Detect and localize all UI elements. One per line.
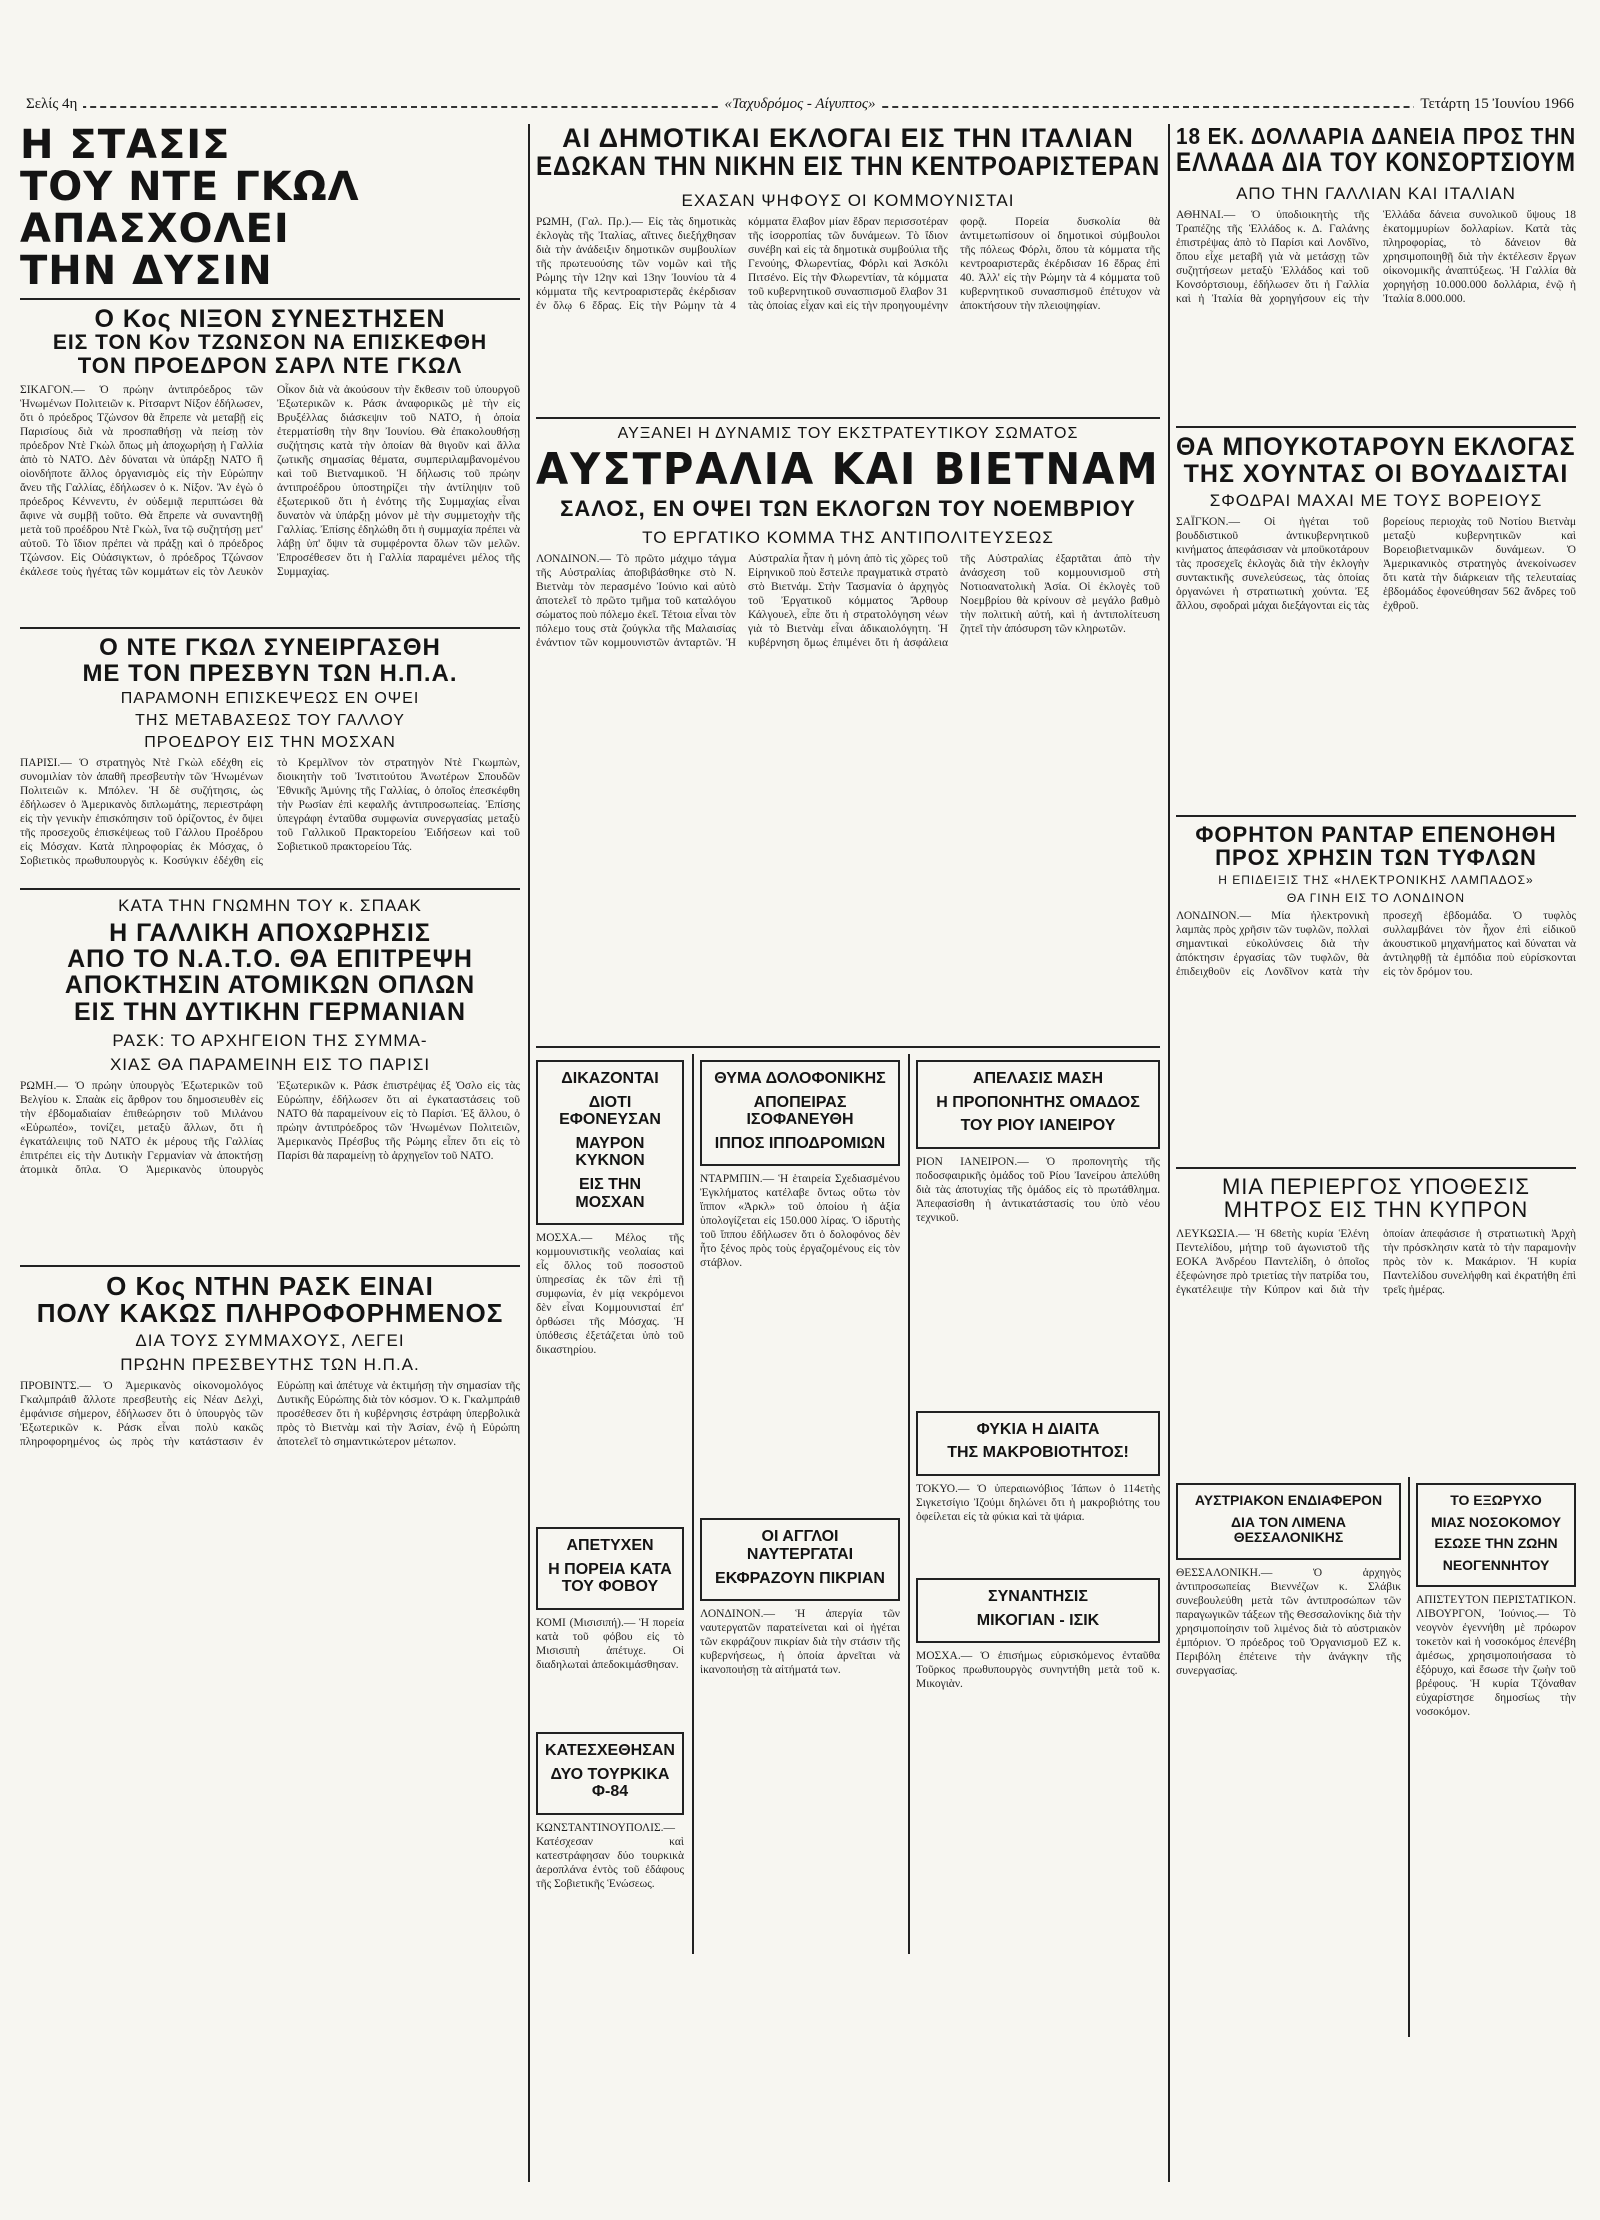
briefs-area (536, 1054, 1160, 1954)
article-body-spaak: ΡΩΜΗ.— Ὁ πρώην ὑπουργὸς Ἐξωτερικῶν τοῦ Βελγίου κ. Σπαὰκ εἰς ἄρθρον του δημοσιευθὲν εἰς τὴν ἐβδομαδιαίαν ἐπιθεώρησιν τοῦ Μιλάνου «Εὐρωπέο», τονίζει, μεταξὺ ἄλλων, ὅτι ἡ ἐγκατάλειψις τοῦ ΝΑΤΟ ἐκ μέρους τῆς Γαλλίας ἐπιτρέπει εἰς τὴν Δυτικὴν Γερμανίαν νὰ ἀποκτήσῃ ἀτομικὰ ὅπλα. Ὁ Ἀμερικανὸς ὑπουργὸς Ἐξωτερικῶν κ. Ράσκ ἐπιστρέψας ἐξ Ὀσλο εἰς τὰς Εὐρώπην, ἐδήλωσεν ὅτι αἱ ἐγκαταστάσεις τοῦ ΝΑΤΟ θὰ παραμείνουν εἰς τὸ Παρίσι. Ἐξ ἄλλου, ὁ πρώην ἀντιπρόεδρος τῶν Ἡνωμένων Πολιτειῶν, Ἀμερικανὸς Πρέσβυς τῆς Ρώμης εἶπεν ὅτι εἰς τὸ Παρίσι θὰ παραμείνῃ τὸ ἀρχηγεῖον τοῦ ΝΑΤΟ. (20, 1079, 520, 1176)
article-body-cyprus: ΛΕΥΚΩΣΙΑ.— Ἡ 68ετὴς κυρία Ἑλένη Πεντελίδου, μήτηρ τοῦ ἀγωνιστοῦ τῆς ΕΟΚΑ Ἀνδρέου Παντελίδη, ὁ ὁποῖος ἐξεφώνησε πρὸ τριετίας τὴν πατρίδα του, ἐγκατέλειψε τὴν Κύπρον καὶ διὰ τὴν ὁποίαν ἀπεφάσισε ἡ στρατιωτικὴ Ἀρχὴ τὴν πρόσκλησιν κατὰ τὸ τὴν παραμονὴν πρὸς τὸν κ. Μακάριον. Ἡ κυρία Παντελίδου συνελήφθη καὶ ἐκρατήθη ἐπὶ τρεῖς ἡμέρας. (1176, 1228, 1576, 1297)
brief-body-turkish-planes: ΚΩΝΣΤΑΝΤΙΝΟΥΠΟΛΙΣ.— Κατέσχεσαν καὶ κατεστράφησαν δύο τουρκικὰ ἀεροπλάνα ἐντὸς τοῦ ἐδάφους τῆς Σοβιετικῆς Ἑνώσεως. (536, 1821, 684, 1890)
divider (20, 298, 520, 300)
brief-body-rio-coach: ΡΙΟΝ ΙΑΝΕΙΡΟΝ.— Ὁ προπονητὴς τῆς ποδοσφαιρικῆς ὁμάδος τοῦ Ρίου Ἰανείρου ἀπελύθη διὰ τὰς ἀποτυχίας τῆς ὁμάδος εἰς τὸ πρωτάθλημα. Ἀπεφασίσθη ἡ ἀντικατάστασίς του ὑπὸ νέου τεχνικοῦ. (916, 1155, 1160, 1224)
headline-line: Ο Κος ΝΤΗΝ ΡΑΣΚ ΕΙΝΑΙ (106, 1272, 434, 1301)
briefs-column-a (536, 1054, 684, 1954)
subheadline-line: ΔΙΑ ΤΟΥΣ ΣΥΜΜΑΧΟΥΣ, ΛΕΓΕΙ (135, 1331, 405, 1351)
headline-italy-elections (536, 124, 1160, 181)
brief-headline-line: ΜΑΥΡΟΝ ΚΥΚΝΟΝ (575, 1134, 645, 1170)
brief-black-swan (536, 1060, 684, 1225)
brief-body-seamen: ΛΟΝΔΙΝΟΝ.— Ἡ ἀπεργία τῶν ναυτεργατῶν παρατείνεται καὶ οἱ ἡγέται τῶν εκφράζουν πικρίαν διὰ τὴν στάσιν τῆς κυβερνήσεως, ἡ ὁποία ἀρνεῖται νὰ ἱκανοποιήσῃ τὰ αἰτήματά των. (700, 1608, 900, 1677)
headline-nixon (20, 306, 520, 377)
article-body-buddhists: ΣΑΪΓΚΟΝ.— Οἱ ἡγέται τοῦ βουδδιστικοῦ ἀντικυβερνητικοῦ κινήματος ἀπεφάσισαν νὰ μποϋκοτάρουν τὰς προσεχεῖς ἐκλογὰς διὰ τὴν ἐκλογὴν συντακτικῆς συνελεύσεως, τὰς ὁποίας ὀργανώνει ἡ στρατιωτικὴ χούντα. Ἐξ ἄλλου, σφοδραὶ μάχαι διεξάγονται εἰς τὰς βορείους περιοχὰς τοῦ Νοτίου Βιετνὰμ μεταξὺ κυβερνητικῶν καὶ Βορειοβιετναμικῶν δυνάμεων. Ὁ Ἀμερικανικὸς στρατηγὸς ἀνεκοίνωσεν ὅτι κατὰ τὴν διάρκειαν τῆς τελευταίας ἑβδομάδος ἐφονεύθησαν 562 ἄνδρες τοῦ ἐχθροῦ. (1176, 515, 1576, 612)
headline-line: Ο Κος ΝΙΞΟΝ ΣΥΝΕΣΤΗΣΕΝ (94, 306, 446, 333)
brief-headline-line: ΚΑΤΕΣΧΕΘΗΣΑΝ (545, 1741, 675, 1759)
brief-body-mikoyan: ΜΟΣΧΑ.— Ὁ ἐπισήμως εὑρισκόμενος ἐνταῦθα Τοῦρκος πρωθυπουργὸς συνηντήθη μετὰ τοῦ κ. Μικογιὰν. (916, 1650, 1160, 1691)
briefs-nurse (1416, 1477, 1576, 2037)
headline-line: Ο ΝΤΕ ΓΚΩΛ ΣΥΝΕΙΡΓΑΣΘΗ (99, 635, 441, 661)
column-left (20, 124, 520, 2182)
brief-headline-line: ΕΙΣ ΤΗΝ ΜΟΣΧΑΝ (575, 1175, 645, 1211)
brief-body-nurse: ΑΠΙΣΤΕΥΤΟΝ ΠΕΡΙΣΤΑΤΙΚΟΝ. ΛΙΒΟΥΡΓΟΝ, Ἰούνιος.— Τὸ νεογνὸν ἐγεννήθη μὲ πρόωρον τοκετὸν καὶ ἡ νοσοκόμος ἐπενέβη ἀμέσως, χρησιμοποιήσασα τὸ ἐξόρυχο, καὶ ἔσωσε τὴν ζωὴν τοῦ βρέφους. Ἡ κυρία Τζόναθαν εὐχαρίστησε δημοσίως τὴν νοσοκόμον. (1416, 1593, 1576, 1718)
divider (1176, 426, 1576, 428)
brief-body-black-swan: ΜΟΣΧΑ.— Μέλος τῆς κομμουνιστικῆς νεολαίας καὶ εἷς ὅλλος τοῦ ποσοστοῦ ὑπηρεσίας ἐκ τῶν ἐπὶ τῇ συμφωνία, ἐν μίᾳ νεκρόμενοι δὲν εἶναι Κομμουνισταί ἐπ' ὀρθώσει τῆς Μόσχας. Ἡ ὑπόθεσις ἐξετάζεται ὑπὸ τοῦ δικαστηρίου. (536, 1232, 684, 1357)
brief-body-longevity: ΤΟΚΥΟ.— Ὁ ὑπεραιωνόβιος Ἰάπων ὁ 114ετὴς Σιγκετσίγιο Ἰζούμι δηλώνει ὅτι ἡ μακροβιότης του ὀφείλεται εἰς τὰ φύκια καὶ τὰ ψάρια. (916, 1482, 1160, 1523)
article-body-radar: ΛΟΝΔΙΝΟΝ.— Μία ἠλεκτρονικὴ λαμπὰς πρὸς χρῆσιν τῶν τυφλῶν, πολλαὶ σημαντικαὶ εὐκολύνσεις διὰ τὴν ἀπόκτησιν ἐργασίας τῶν τυφλῶν, θὰ ἐπιδειχθοῦν εἰς Λονδῖνον κατὰ τὴν προσεχῆ ἑβδομάδα. Ὁ τυφλὸς συλλαμβάνει τὸν ἦχον ἐπὶ εἰδικοῦ ἀκουστικοῦ μηχανήματος καὶ δύναται νὰ ἀντιληφθῇ τὰ ἐμπόδια ποὺ εὑρίσκονται εἰς τὸν δρόμον του. (1176, 910, 1576, 979)
headline-australia-vietnam: ΑΥΣΤΡΑΛΙΑ ΚΑΙ ΒΙΕΤΝΑΜ (536, 446, 1160, 493)
article-body-moscow: ΠΑΡΙΣΙ.— Ὁ στρατηγὸς Ντὲ Γκὼλ εδέχθη εἰς συνομιλίαν τὸν ἀπαθῆ πρεσβευτὴν τῶν Ἡνωμένων Πολιτειῶν κ. Μπόλεν. Ἡ δὲ συζήτησις, ὡς ἐδήλωσεν ὁ Ἀμερικανὸς διπλωμάτης, περιεστράφη εἰς τὴν γενικὴν ἐπισκόπησιν τοῦ ὁρίζοντος, ἐν ὄψει τῆς προσεχοῦς ἐπισκέψεως τοῦ Γάλλου Προέδρου εἰς Μόσχαν. Κατὰ πληροφορίας ἐκ Μόσχας, ὁ Σοβιετικὸς πρωθυπουργὸς κ. Κοσύγκιν ἐδέχθη εἰς τὸ Κρεμλῖνον τὸν στρατηγὸν Ντὲ Γκωμπὼν, διοικητὴν τοῦ Ἰνστιτούτου Ἀνωτέρων Σπουδῶν Ἐθνικῆς Ἀμύνης τῆς Γαλλίας, ὁ ὁποῖος ἐπεσκέφθη τὴν Ρωσίαν ἐπὶ κεφαλῆς ἀντιπροσωπείας. Ἐπίσης ὑπεγράφη ἐνταῦθα συμφωνία συνεργασίας μεταξὺ τοῦ Γαλλικοῦ Πρακτορείου Ἐιδήσεων καὶ τοῦ Σοβιετικοῦ πρακτορείου Τάς. (20, 756, 520, 867)
brief-mikoyan (916, 1578, 1160, 1643)
column-rule (528, 124, 530, 2182)
brief-seamen (700, 1518, 900, 1601)
brief-turkish-planes (536, 1732, 684, 1815)
brief-headline-line: ΜΙΚΟΓΙΑΝ - ΙΣΙΚ (976, 1611, 1100, 1629)
kicker-spaak: ΚΑΤΑ ΤΗΝ ΓΝΩΜΗΝ ΤΟΥ κ. ΣΠΑΑΚ (118, 895, 422, 915)
headline-line: ΦΟΡΗΤΟΝ ΡΑΝΤΑΡ ΕΠΕΝΟΗΘΗ (1195, 822, 1557, 847)
headline-line: ΜΗΤΡΟΣ ΕΙΣ ΤΗΝ ΚΥΠΡΟΝ (1223, 1198, 1529, 1222)
right-briefs (1176, 1477, 1576, 2037)
article-body-italy: ΡΩΜΗ, (Γαλ. Πρ.).— Εἰς τὰς δημοτικὰς ἐκλογὰς τῆς Ἰταλίας, αἵτινες διεξήχθησαν διὰ τὴν ἀνάδειξιν δημοτικῶν συμβουλίων τῆς πρωτευούσης τῶν νομῶν καὶ τῆς Ρώμης τὴν 12ην καὶ 13ην Ἰουνίου τὰ 4 κόμματα τῆς κεντροαριστερᾶς ἐκέρδισαν ἐν ὅλῳ 6 ἕδρας. Εἰς τὴν Ρώμην τὰ 4 κόμματα ἔλαβον μίαν ἕδραν περισσοτέραν τῆς ἰσορροπίας τῶν δυνάμεων. Τὸ ἴδιον συνέβη καὶ εἰς τὰ δημοτικὰ συμβούλια τῆς Γενούης, Φλωρεντίας, Φόρλι καὶ Ἀσκόλι Πιτσένο. Εἰς τὴν Φλωρεντίαν, τὰ κόμματα τοῦ κυβερνητικοῦ συνασπισμοῦ ἔλαβον 31 τὰς ὁποίας εἶχαν καὶ εἰς τὴν προηγουμένην φορᾷ. Πορεία δυσκολία θὰ ἀντιμετωπίσουν οἱ δημοτικοὶ σύμβουλοι τῆς πόλεως Φόρλι, ὅπου τὰ κόμματα τῆς κεντροαριστερᾶς ἐκέρδισαν 16 ἕδρας ἐπὶ 40. Ἀλλ' εἰς τὴν Ρώμην τὰ 4 κόμματα τοῦ κυβερνητικοῦ συνασπισμοῦ ἐπέτυχον νὰ ἀποκτήσουν τὴν πλειοψηφίαν. (536, 215, 1160, 312)
brief-rio-coach (916, 1060, 1160, 1149)
brief-body-fear-march: ΚΟΜΙ (Μισισιπή).— Ἡ πορεία κατὰ τοῦ φόβου εἰς τὸ Μισισιπὴ ἀπέτυχε. Οἱ διαδηλωταὶ ἀπεδοκιμάσθησαν. (536, 1616, 684, 1671)
briefs-column-c (916, 1054, 1160, 1954)
article-body-loans: ΑΘΗΝΑΙ.— Ὁ ὑποδιοικητὴς τῆς Τραπέζης τῆς Ἑλλάδος κ. Δ. Γαλάνης ἐπιστρέψας ἀπὸ τὸ Παρίσι καὶ Λονδῖνο, ὅπου εἶχε μεταβῆ γιὰ νὰ μετάσχῃ τῶν συζητήσεων μεταξὺ Ἑλλάδος καὶ τοῦ Κονσόρτσιουμ, ἐδήλωσεν ὅτι ἡ Γαλλία καὶ ἡ Ἰταλία θὰ χορηγήσουν εἰς τὴν Ἑλλάδα δάνεια συνολικοῦ ὕψους 18 ἑκατομμυρίων δολλαρίων. Κατὰ τὰς πληροφορίας, τὸ δάνειον θὰ χρησιμοποιηθῇ διὰ τὴν ἐκτέλεσιν ἔργων οἰκονομικῆς ἀναπτύξεως. Ἡ Γαλλία θὰ χορηγήσῃ 10.000.000 δολλάρια, ἐνῷ ἡ Ἰταλία 8.000.000. (1176, 209, 1576, 306)
divider (20, 1265, 520, 1267)
brief-headline-line: ΜΙΑΣ ΝΟΣΟΚΟΜΟΥ (1430, 1513, 1562, 1530)
headline-buddhists (1176, 434, 1576, 487)
subheadline-line: ΡΑΣΚ: ΤΟ ΑΡΧΗΓΕΙΟΝ ΤΗΣ ΣΥΜΜΑ- (112, 1030, 428, 1050)
article-body-nixon: ΣΙΚΑΓΟΝ.— Ὁ πρώην ἀντιπρόεδρος τῶν Ἡνωμένων Πολιτειῶν κ. Ρίτσαρντ Νίξον ἐδήλωσεν, ὅτι ὁ πρόεδρος Τζώνσον θὰ ἔπρεπε νὰ μεταβῇ εἰς Παρισίους διὰ νὰ προσπαθήσῃ νὰ πείσῃ τὸν πρόεδρον Ντὲ Γκὼλ ὅπως μὴ ἀποχωρήσῃ ἡ Γαλλία ἀπὸ τὸ ΝΑΤΟ. Δὲν δύναται νὰ ὑπάρξῃ ΝΑΤΟ ἢ οἱονδήποτε ἄλλος ὀργανισμὸς εἰς τὴν Εὐρώπην ἄνευ τῆς Γαλλίας, ἐδήλωσεν ὁ κ. Νίξον. Ἂν ἐγὼ ὁ πρόεδρος Κέννεντυ, ἐν οὐδεμιᾷ περιπτώσει θὰ ἄφινε νὰ συμβῇ τοῦτο. Θὰ ἔπρεπε νὰ συναντηθῇ μετὰ τοῦ προέδρου Ντὲ Γκὼλ, ἵνα τῷ συζητήσῃ μετ' αὐτοῦ. Τὸ ἴδιον πρέπει νὰ πράξῃ καὶ ὁ πρόεδρος Τζώνσον. Εἰς Οὐάσιγκτων, ὁ πρόεδρος Τζώνσον ἐκάλεσε τοὺς ἡγέτας τῶν κομμάτων εἰς τὸν Λευκὸν Οἶκον διὰ νὰ ἀκούσουν τὴν ἔκθεσιν τοῦ ὑπουργοῦ Ἐξωτερικῶν κ. Ράσκ ἀναφορικῶς μὲ τὴν εἰς Βρυξέλλας διάσκεψιν τοῦ ΝΑΤΟ, ἡ ὁποία ἐτερματίσθη τὴν 8ην Ἰουνίου. Θὰ ἐπακολουθήσῃ συζήτησις κατὰ τὴν ὁποίαν θὰ θιγοῦν καὶ ἄλλα ζωτικῆς σημασίας θέματα, συμπεριλαμβανομένου καὶ τοῦ Βιετναμικοῦ. Ἡ δήλωσις τοῦ πρώην ἀντιπροέδρου ὑποστηρίζει τὴν ἀντίληψιν τοῦ ἐξωτερικοῦ ὅτι ἡ ἐνότης τῆς Συμμαχίας εἶναι δυνατὸν νὰ ὑπάρξῃ μόνον μὲ τὴν συμμετοχὴν τῆς Γαλλίας. Ἐπίσης ἐδηλώθη ὅτι ἡ συμμαχία πρέπει νὰ λάβῃ ὑπ' ὄψιν τὰ συμφέροντα ὅλων τῶν μελῶν. Ἐπροσέθεσεν ὅτι ἡ Γαλλία παραμένει μέλος τῆς Συμμαχίας. (20, 384, 520, 579)
headline-line: ΤΟΥ ΝΤΕ ΓΚΩΛ (20, 166, 360, 208)
subheadline-line: ΠΡΟΕΔΡΟΥ ΕΙΣ ΤΗΝ ΜΟΣΧΑΝ (144, 733, 396, 751)
divider (20, 888, 520, 890)
headline-line: ΑΠΟΚΤΗΣΙΝ ΑΤΟΜΙΚΩΝ ΟΠΛΩΝ (64, 972, 476, 999)
headline-cyprus-mother (1176, 1175, 1576, 1221)
headline-line: ΜΕ ΤΟΝ ΠΡΕΣΒΥΝ ΤΩΝ Η.Π.Α. (82, 660, 458, 686)
brief-headline-line: ΕΚΦΡΑΖΟΥΝ ΠΙΚΡΙΑΝ (715, 1569, 885, 1587)
divider (20, 627, 520, 629)
headline-nato-withdrawal (20, 920, 520, 1025)
brief-headline-line: Η ΠΡΟΠΟΝΗΤΗΣ ΟΜΑΔΟΣ (936, 1093, 1140, 1111)
page-number: Σελίς 4η (20, 96, 83, 113)
article-body-australia: ΛΟΝΔΙΝΟΝ.— Τὸ πρῶτο μάχιμο τάγμα τῆς Αὐστραλίας ἀποβιβάσθηκε στὸ Ν. Βιετνὰμ τὸν περασμένο Ἰούνιο καὶ αὐτὸ ἀποτελεῖ τὸ πρῶτο τμῆμα τοῦ καταλόγου σώματος ποὺ πόλεμο ἐκεῖ. Τέτοια εἶναι τὸν πόλεμο τους στὰ ζούγκλα τῆς Μαλαισίας ἐνάντιον τῶν κομμουνιστῶν ἀνταρτῶν. Ἡ Αὐστραλία ἦταν ἡ μόνη ἀπὸ τὶς χῶρες τοῦ Εἰρηνικοῦ ποὺ ἔστειλε πραγματικὰ στρατὸ στὸ Βιετνάμ. Στὴν Τασμανία ὁ ἀρχηγὸς τοῦ Ἐργατικοῦ κόμματος Ἄρθουρ Κάλγουελ, εἶπε ὅτι ἡ στρατολόγηση νέων γιὰ τὸ Βιετνὰμ εἶναι ἀδικαιολόγητη. Ἡ κυβέρνηση ὅμως ἐπιμένει ὅτι ἡ ἀσφάλεια τῆς Αὐστραλίας ἐξαρτᾶται ἀπὸ τὴν ἀνάσχεση τοῦ κομμουνισμοῦ στὴ Νοτιοανατολικὴ Ἀσία. Οἱ ἐκλογὲς τοῦ Νοεμβρίου θὰ κρίνουν σὲ μεγάλο βαθμὸ τὴν πολιτικὴ αὐτή, καὶ ἡ ἀντιπολίτευση ζητεῖ τὴν ἀπόσυρση τῶν κληρωτῶν. (536, 552, 1160, 649)
subheadline-line: Η ΕΠΙΔΕΙΞΙΣ ΤΗΣ «ΗΛΕΚΤΡΟΝΙΚΗΣ ΛΑΜΠΑΔΟΣ» (1218, 873, 1534, 888)
brief-headline-line: ΤΟΥ ΡΙΟΥ ΙΑΝΕΙΡΟΥ (960, 1117, 1116, 1135)
headline-radar (1176, 823, 1576, 869)
headline-rusk-misinformed (20, 1273, 520, 1328)
article-body-galbraith: ΠΡΟΒΙΝΤΣ.— Ὁ Ἀμερικανὸς οἰκονομολόγος Γκαλμπράιθ ἄλλοτε πρεσβευτὴς εἰς Νέαν Δελχὶ, ἐμφάνισε σήμερον, ἐδήλωσεν ὅτι ὁ ὑπουργὸς τῶν Ἐξωτερικῶν κ. Ράσκ εἶναι πολὺ κακῶς πληροφορημένος ὡς πρὸς τὴν κατάστασιν ἐν Εὐρώπῃ καὶ ἀπέτυχε νὰ ἐκτιμήσῃ τὴν σημασίαν τῆς Δυτικῆς Εὐρώπης διὰ τὸν κόσμον. Ὁ κ. Γκαλμπράιθ προσέθεσεν ὅτι ἡ κυβέρνησις ἐστράφη ὑπερβολικὰ πρὸς τὸ Βιετνὰμ καὶ τὴν Ἀσίαν, ἐνῷ ἡ Εὐρώπη ἀποτελεῖ τὸ σημαντικώτερον μέτωπον. (20, 1380, 520, 1449)
subheadline-labour: ΤΟ ΕΡΓΑΤΙΚΟ ΚΟΜΜΑ ΤΗΣ ΑΝΤΙΠΟΛΙΤΕΥΣΕΩΣ (642, 527, 1054, 547)
issue-date: Τετάρτη 15 Ἰουνίου 1966 (1414, 96, 1580, 113)
headline-line: ΑΙ ΔΗΜΟΤΙΚΑΙ ΕΚΛΟΓΑΙ ΕΙΣ ΤΗΝ ΙΤΑΛΙΑΝ (562, 124, 1134, 153)
brief-headline-line: ΣΥΝΑΝΤΗΣΙΣ (988, 1587, 1088, 1605)
subheadline-line: ΧΙΑΣ ΘΑ ΠΑΡΑΜΕΙΝΗ ΕΙΣ ΤΟ ΠΑΡΙΣΙ (109, 1054, 431, 1074)
brief-headline-line: Η ΠΟΡΕΙΑ ΚΑΤΑ ΤΟΥ ΦΟΒΟΥ (548, 1560, 672, 1596)
kicker-expeditionary: ΑΥΞΑΝΕΙ Η ΔΥΝΑΜΙΣ ΤΟΥ ΕΚΣΤΡΑΤΕΥΤΙΚΟΥ ΣΩΜΑΤΟΣ (617, 424, 1079, 442)
column-rule (1168, 124, 1170, 2182)
subheadline-rusk (20, 1031, 520, 1075)
brief-headline-line: ΔΙΟΤΙ ΕΦΟΝΕΥΣΑΝ (559, 1093, 661, 1129)
brief-body-racehorse: ΝΤΑΡΜΠΙΝ.— Ἡ ἑταιρεία Σχεδιασμένου Ἐγκλήματος κατέλαβε ὄντως οὕτω τὸν ἵππον «Ἀρκλ» τοῦ ὁποίου ἡ ἀξία ὑπολογίζεται εἰς 150.000 λίρας. Ὁ ἱδρυτὴς τοῦ ἵππου ἐδήλωσεν ὅτι ὁ δολοφόνος δὲν ἦτο ξένος πρὸς τοὺς ἐργαζομένους εἰς τὸν στάβλον. (700, 1173, 900, 1270)
divider (536, 417, 1160, 419)
headline-line: ΠΡΟΣ ΧΡΗΣΙΝ ΤΩΝ ΤΥΦΛΩΝ (1215, 846, 1537, 870)
brief-headline-line: ΔΙΑ ΤΟΝ ΛΙΜΕΝΑ ΘΕΣΣΑΛΟΝΙΚΗΣ (1230, 1513, 1347, 1546)
headline-de-gaulle (20, 124, 520, 292)
column-rule (1408, 1477, 1410, 2037)
headline-line: 18 ΕΚ. ΔΟΛΛΑΡΙΑ ΔΑΝΕΙΑ ΠΡΟΣ ΤΗΝ (1176, 124, 1576, 149)
column-center (536, 124, 1160, 2182)
headline-line: ΕΙΣ ΤΟΝ Κον ΤΖΩΝΣΟΝ ΝΑ ΕΠΙΣΚΕΦΘΗ (52, 332, 488, 355)
brief-headline-line: ΦΥΚΙΑ Η ΔΙΑΙΤΑ (976, 1420, 1100, 1438)
brief-headline-line: ΑΠΕΛΑΣΙΣ ΜΑΣΗ (972, 1069, 1104, 1087)
divider (1176, 1167, 1576, 1169)
brief-fear-march (536, 1527, 684, 1610)
brief-longevity (916, 1411, 1160, 1476)
subheadline-moscow-visit (20, 690, 520, 752)
subheadline-line: ΘΑ ΓΙΝΗ ΕΙΣ ΤΟ ΛΟΝΔΙΝΟΝ (1286, 891, 1466, 906)
column-rule (692, 1054, 694, 1954)
headline-line: ΕΛΛΑΔΑ ΔΙΑ ΤΟΥ ΚΟΝΣΟΡΤΣΙΟΥΜ (1176, 148, 1576, 177)
headline-loans (1176, 124, 1576, 176)
headline-line: Η ΓΑΛΛΙΚΗ ΑΠΟΧΩΡΗΣΙΣ (109, 919, 431, 947)
headline-line: Η ΣΤΑΣΙΣ (20, 124, 231, 166)
headline-line: ΜΙΑ ΠΕΡΙΕΡΓΟΣ ΥΠΟΘΕΣΙΣ (1221, 1175, 1531, 1199)
subheadline-communists: ΕΧΑΣΑΝ ΨΗΦΟΥΣ ΟΙ ΚΟΜΜΟΥΝΙΣΤΑΙ (681, 190, 1015, 210)
headline-line: ΕΔΩΚΑΝ ΤΗΝ ΝΙΚΗΝ ΕΙΣ ΤΗΝ ΚΕΝΤΡΟΑΡΙΣΤΕΡΑΝ (536, 152, 1160, 181)
headline-line: ΑΠΑΣΧΟΛΕΙ (20, 208, 290, 250)
subheadline-line: ΤΗΣ ΜΕΤΑΒΑΣΕΩΣ ΤΟΥ ΓΑΛΛΟΥ (135, 711, 405, 729)
divider (1176, 815, 1576, 817)
headline-line: ΠΟΛΥ ΚΑΚΩΣ ΠΛΗΡΟΦΟΡΗΜΕΝΟΣ (36, 1300, 504, 1328)
headline-line: ΤΟΝ ΠΡΟΕΔΡΟΝ ΣΑΡΛ ΝΤΕ ΓΚΩΛ (77, 354, 463, 378)
briefs-column-b (700, 1054, 900, 1954)
headline-line: ΤΗΝ ΔΥΣΙΝ (20, 250, 273, 292)
brief-headline-line: ΑΥΣΤΡΙΑΚΟΝ ΕΝΔΙΑΦΕΡΟΝ (1194, 1492, 1383, 1509)
subheadline-battles: ΣΦΟΔΡΑΙ ΜΑΧΑΙ ΜΕ ΤΟΥΣ ΒΟΡΕΙΟΥΣ (1209, 490, 1543, 510)
headline-line: ΘΑ ΜΠΟΥΚΟΤΑΡΟΥΝ ΕΚΛΟΓΑΣ (1176, 434, 1576, 461)
brief-racehorse (700, 1060, 900, 1166)
brief-headline-line: ΤΗΣ ΜΑΚΡΟΒΙΟΤΗΤΟΣ! (947, 1444, 1129, 1462)
subheadline-line: ΠΑΡΑΜΟΝΗ ΕΠΙΣΚΕΨΕΩΣ ΕΝ ΟΨΕΙ (120, 689, 420, 707)
brief-body-austrian: ΘΕΣΣΑΛΟΝΙΚΗ.— Ὁ ἀρχηγὸς ἀντιπροσωπείας Βιεννέζων κ. Σλάβικ συνεβουλεύθη μετὰ τῶν ἀντιπροσώπων τῶν παραγωγικῶν τάξεων τῆς Θεσσαλονίκης διὰ τὴν χρησιμοποίησιν τοῦ λιμένος διὰ τὸ αὐστριακὸν ἐμπόριον. Ὁ πρόεδρος τοῦ Ὀργανισμοῦ ΕΖ κ. Περιβόλη ἐπέτεινε τὴν ἀνάγκην τῆς συνεργασίας. (1176, 1566, 1401, 1677)
brief-headline-line: ΤΟ ΕΞΩΡΥΧΟ (1450, 1492, 1542, 1509)
brief-headline-line: ΟΙ ΑΓΓΛΟΙ ΝΑΥΤΕΡΓΑΤΑΙ (746, 1528, 854, 1563)
headline-november-elections: ΣΑΛΟΣ, ΕΝ ΟΨΕΙ ΤΩΝ ΕΚΛΟΓΩΝ ΤΟΥ ΝΟΕΜΒΡΙΟΥ (560, 496, 1136, 520)
brief-headline-line: ΑΠΕΤΥΧΕΝ (566, 1537, 654, 1555)
brief-headline-line: ΕΣΩΣΕ ΤΗΝ ΖΩΗΝ (1434, 1535, 1558, 1552)
running-header (20, 96, 1580, 122)
subheadline-line: ΠΡΩΗΝ ΠΡΕΣΒΕΥΤΗΣ ΤΩΝ Η.Π.Α. (120, 1355, 420, 1375)
brief-headline-line: ΔΥΟ ΤΟΥΡΚΙΚΑ Φ-84 (550, 1765, 670, 1801)
subheadline-galbraith (20, 1331, 520, 1375)
brief-headline-line: ΔΙΚΑΖΟΝΤΑΙ (561, 1069, 659, 1087)
briefs-austrian (1176, 1477, 1401, 2037)
headline-line: ΤΗΣ ΧΟΥΝΤΑΣ ΟΙ ΒΟΥΔΔΙΣΤΑΙ (1183, 460, 1569, 487)
paper-name: «Ταχυδρόμος - Αίγυπτος» (719, 96, 882, 113)
brief-headline-line: ΙΠΠΟΣ ΙΠΠΟΔΡΟΜΙΩΝ (714, 1134, 886, 1152)
headline-line: ΑΠΟ ΤΟ Ν.Α.Τ.Ο. ΘΑ ΕΠΙΤΡΕΨΗ (67, 946, 473, 973)
headline-de-gaulle-ambassador (20, 635, 520, 685)
headline-line: ΕΙΣ ΤΗΝ ΔΥΤΙΚΗΝ ΓΕΡΜΑΝΙΑΝ (73, 998, 467, 1025)
brief-headline-line: ΑΠΟΠΕΙΡΑΣ ΙΣΟΦΑΝΕΥΘΗ (746, 1093, 854, 1129)
brief-headline-line: ΝΕΟΓΕΝΝΗΤΟΥ (1442, 1556, 1550, 1573)
column-rule (908, 1054, 910, 1954)
subheadline-france-italy: ΑΠΟ ΤΗΝ ΓΑΛΛΙΑΝ ΚΑΙ ΙΤΑΛΙΑΝ (1236, 184, 1516, 204)
column-right (1176, 124, 1576, 2182)
brief-headline-line: ΘΥΜΑ ΔΟΛΟΦΟΝΙΚΗΣ (714, 1069, 886, 1087)
divider (536, 1046, 1160, 1048)
newspaper-page (20, 0, 1580, 2190)
brief-nurse (1416, 1483, 1576, 1587)
brief-austrian-interest (1176, 1483, 1401, 1559)
subheadline-electronic-lamp (1176, 873, 1576, 905)
